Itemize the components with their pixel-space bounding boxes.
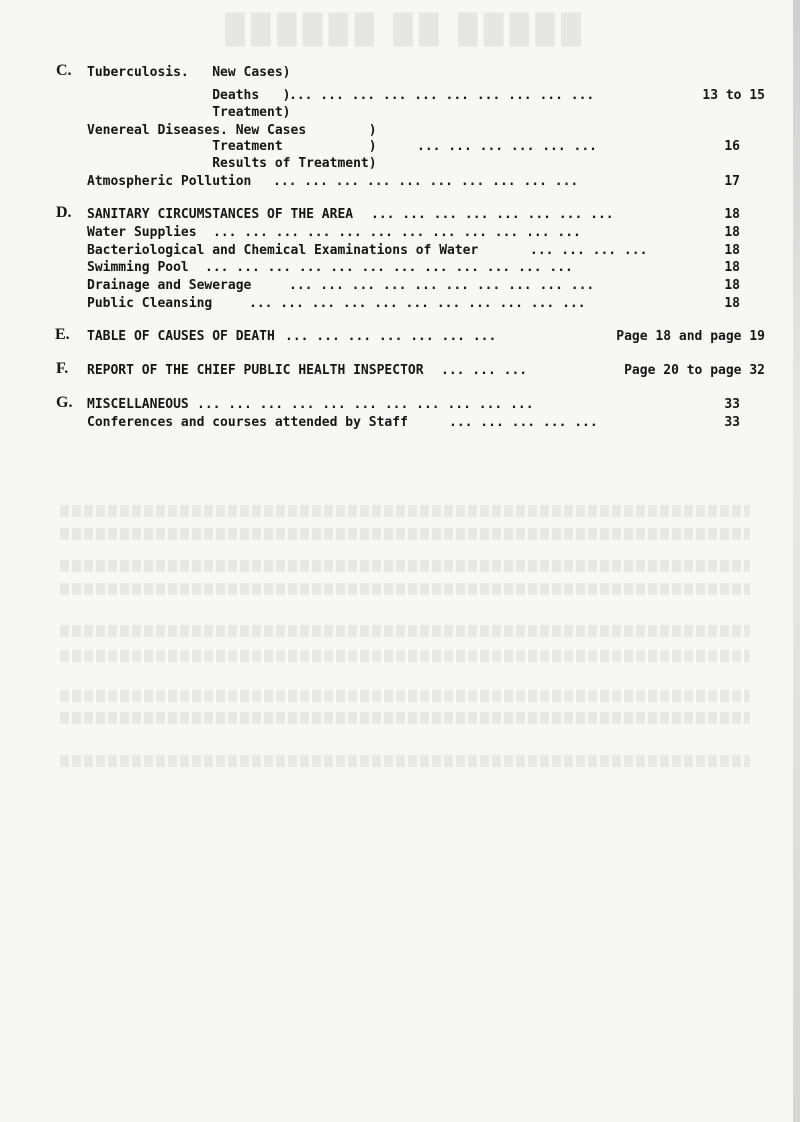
- page-reference: 13 to 15: [702, 88, 765, 103]
- leader-dots: ... ... ... ... ... ... ...: [285, 329, 497, 344]
- leader-dots: ... ... ... ...: [530, 243, 648, 258]
- leader-dots: ... ... ... ... ...: [449, 415, 598, 430]
- section-letter: D.: [56, 204, 72, 221]
- leader-dots: ... ... ... ... ... ... ... ...: [371, 207, 614, 222]
- toc-line: Atmospheric Pollution: [87, 174, 252, 189]
- toc-line: Treatment ): [87, 139, 377, 154]
- page-reference: 16: [724, 139, 740, 154]
- page-reference: 18: [724, 225, 740, 240]
- toc-line: Tuberculosis. New Cases): [87, 65, 291, 80]
- leader-dots: ... ... ... ... ... ... ... ... ... ...: [289, 88, 595, 103]
- toc-line: REPORT OF THE CHIEF PUBLIC HEALTH INSPECTOR: [87, 363, 424, 378]
- toc-line: SANITARY CIRCUMSTANCES OF THE AREA: [87, 207, 354, 222]
- toc-line: Water Supplies: [87, 225, 197, 240]
- leader-dots: ... ... ... ... ... ... ... ... ... ... ...: [249, 296, 586, 311]
- toc-line: Public Cleansing: [87, 296, 213, 311]
- section-letter: G.: [56, 394, 73, 411]
- show-through-line: [60, 690, 750, 702]
- section-letter: C.: [56, 62, 72, 79]
- page-reference: 33: [724, 415, 740, 430]
- leader-dots: ... ... ... ... ... ... ... ... ... ...: [273, 174, 579, 189]
- page-reference: 18: [724, 278, 740, 293]
- leader-dots: ... ... ... ... ... ... ... ... ... ...: [289, 278, 595, 293]
- page-reference: 18: [724, 260, 740, 275]
- show-through-line: [60, 625, 750, 637]
- toc-line: Conferences and courses attended by Staff: [87, 415, 408, 430]
- page-reference: Page 20 to page 32: [624, 363, 765, 378]
- show-through-line: [60, 505, 750, 517]
- toc-line: Results of Treatment): [87, 156, 377, 171]
- toc-line: Bacteriological and Chemical Examinations of Water: [87, 243, 479, 258]
- page-reference: 18: [724, 207, 740, 222]
- leader-dots: ... ... ... ... ... ... ... ... ... ... ... ...: [213, 225, 581, 240]
- toc-line: Drainage and Sewerage: [87, 278, 252, 293]
- toc-line: Treatment): [87, 105, 291, 120]
- show-through-line: [60, 755, 750, 767]
- show-through-heading: █████ ██ ██████: [219, 14, 581, 45]
- show-through-line: [60, 560, 750, 572]
- leader-dots: ... ... ... ... ... ...: [417, 139, 598, 154]
- toc-line: TABLE OF CAUSES OF DEATH: [87, 329, 275, 344]
- show-through-line: [60, 583, 750, 595]
- toc-line: Swimming Pool: [87, 260, 189, 275]
- toc-line: Venereal Diseases. New Cases ): [87, 123, 377, 138]
- page-reference: 33: [724, 397, 740, 412]
- leader-dots: ... ... ...: [441, 363, 528, 378]
- page-reference: 17: [724, 174, 740, 189]
- page-reference: Page 18 and page 19: [616, 329, 765, 344]
- leader-dots: ... ... ... ... ... ... ... ... ... ... ... ...: [205, 260, 573, 275]
- section-letter: F.: [56, 360, 69, 377]
- show-through-line: [60, 712, 750, 724]
- leader-dots: ... ... ... ... ... ... ... ... ... ... ...: [197, 397, 534, 412]
- section-letter: E.: [55, 326, 70, 343]
- show-through-line: [60, 650, 750, 662]
- page-reference: 18: [724, 243, 740, 258]
- show-through-line: [60, 528, 750, 540]
- toc-line: Deaths ): [87, 88, 291, 103]
- page-reference: 18: [724, 296, 740, 311]
- toc-line: MISCELLANEOUS: [87, 397, 189, 412]
- page-edge-shadow: [793, 0, 800, 1122]
